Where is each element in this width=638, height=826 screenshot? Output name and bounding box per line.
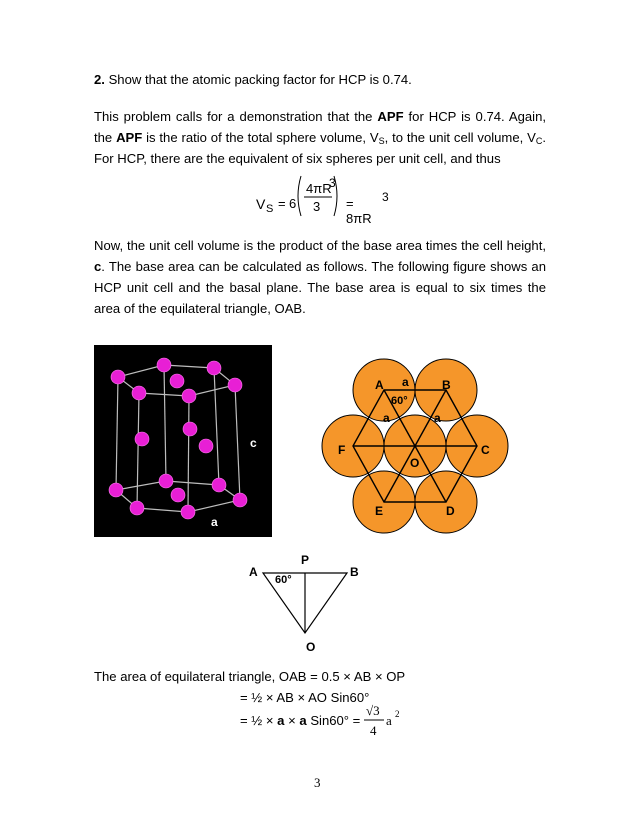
para2-text-2: . The base area can be calculated as follows. The following figure shows an HCP unit cell and the basal plane. The base area is equal to six times the area of the equilateral triangle, OAB.: [94, 259, 546, 316]
area-line-1: The area of equilateral triangle, OAB = 0.5 × AB × OP: [94, 669, 406, 684]
plane-label-o: O: [410, 456, 420, 470]
problem-number: 2.: [94, 72, 105, 87]
area-line-2: = ½ × AB × AO Sin60°: [240, 690, 370, 705]
apf-term-2: APF: [116, 130, 143, 145]
frac-denominator: 4: [370, 723, 377, 738]
frac-numerator: √3: [366, 703, 380, 718]
area-line3-sin: Sin60° =: [310, 713, 361, 728]
eq-num-exp: 3: [329, 176, 336, 190]
plane-label-d: D: [446, 504, 455, 518]
eq-lhs-sub: S: [266, 203, 274, 215]
plane-label-e: E: [375, 504, 384, 518]
intro-text-3: is the ratio of the total sphere volume, V: [146, 130, 379, 145]
area-line3-a1: a: [277, 713, 285, 728]
problem-statement: [94, 69, 546, 90]
intro-text-4: , to the unit cell volume, V: [384, 130, 536, 145]
triangle-label-p: P: [301, 553, 310, 567]
area-line-3: [240, 713, 360, 728]
eq-lhs: V: [256, 196, 266, 212]
area-line3-times: ×: [288, 713, 296, 728]
intro-text-1: This problem calls for a demonstration that the: [94, 109, 373, 124]
frac-exponent: 2: [395, 709, 400, 719]
triangle-label-o: O: [306, 640, 316, 654]
cell-label-c: c: [250, 436, 257, 450]
triangle-label-b: B: [350, 565, 359, 579]
plane-label-a-point: A: [375, 378, 384, 392]
vc-subscript: C: [535, 136, 543, 146]
plane-label-b-point: B: [442, 378, 451, 392]
plane-label-a-right: a: [434, 411, 441, 425]
eq-denominator: 3: [313, 199, 321, 214]
triangle-oab-figure: [255, 565, 355, 640]
plane-label-c: C: [481, 443, 490, 457]
cell-label-a: a: [211, 515, 218, 529]
plane-label-f: F: [338, 443, 346, 457]
triangle-angle: 60°: [275, 574, 292, 586]
eq-six: 6: [289, 196, 297, 211]
frac-bar: [364, 719, 386, 722]
eq-numerator: 4πR: [306, 181, 332, 196]
triangle-label-a: A: [249, 565, 258, 579]
plane-label-a-left: a: [383, 411, 390, 425]
c-term: c: [94, 259, 102, 274]
apf-term: APF: [377, 109, 404, 124]
frac-a: a: [386, 713, 392, 728]
plane-label-a-top: a: [402, 375, 409, 389]
intro-paragraph: [94, 106, 546, 169]
intro-text-2: for HCP is 0.74. Again, the: [94, 109, 547, 145]
page-number: 3: [314, 775, 321, 790]
area-line3-a2: a: [299, 713, 307, 728]
para2-text-1: Now, the unit cell volume is the product of the base area times the cell height,: [94, 238, 546, 253]
eq-rhs-exp: 3: [382, 190, 389, 204]
eq-equals: =: [278, 196, 286, 211]
area-line3-half: = ½ ×: [240, 713, 274, 728]
plane-angle: 60°: [391, 395, 408, 407]
vs-subscript: S: [378, 136, 385, 146]
eq-rhs: = 8πR: [346, 196, 372, 226]
problem-text: Show that the atomic packing factor for HCP is 0.74.: [108, 72, 412, 87]
base-area-paragraph: [94, 235, 546, 319]
intro-text-5: . For HCP, there are the equivalent of six spheres per unit cell, and thus: [94, 130, 546, 166]
hcp-unit-cell-figure: [94, 345, 272, 537]
